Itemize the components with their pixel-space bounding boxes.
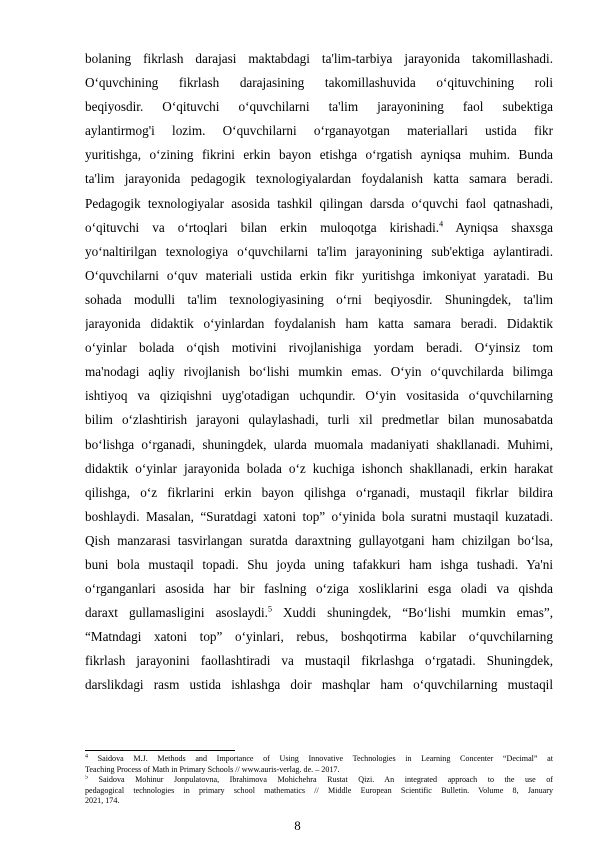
body-text	[85, 47, 553, 698]
body-line	[85, 240, 553, 264]
body-line-text-after: Ayniqsa shaxsga	[443, 219, 553, 235]
body-line-text: beqiyosdir. O‘qituvchi o‘quvchilarni ta'lim jarayonining faol subektiga	[85, 99, 553, 115]
body-line	[85, 577, 553, 601]
footnote-line	[85, 765, 553, 776]
body-line	[85, 481, 553, 505]
body-line	[85, 95, 553, 119]
body-line	[85, 457, 553, 481]
body-line-text: yo‘naltirilgan texnologiya o‘quvchilarni ta'lim jarayonining sub'ektiga aylantiradi.	[85, 243, 553, 259]
body-line	[85, 433, 553, 457]
body-line	[85, 336, 553, 360]
body-line	[85, 529, 553, 553]
body-line-text: boshlaydi. Masalan, “Suratdagi xatoni top” o‘yinida bola suratni mustaqil kuzatadi.	[85, 508, 553, 524]
body-line	[85, 553, 553, 577]
footnote-text: Teaching Process of Math in Primary Schools // www.auris-verlag. de. – 2017.	[85, 764, 340, 774]
body-line-text: bolaning fikrlash darajasi maktabdagi ta'lim-tarbiya jarayonida takomillashadi.	[85, 51, 553, 66]
body-line	[85, 264, 553, 288]
footnotes	[85, 754, 553, 807]
body-line	[85, 47, 553, 71]
body-line-text: sohada modulli ta'lim texnologiyasining o‘rni beqiyosdir. Shuningdek, ta'lim	[85, 291, 553, 307]
body-line-text: jarayonida didaktik o‘yinlardan foydalanish ham katta samara beradi. Didaktik	[85, 316, 553, 332]
body-line-text: qilishga, o‘z fikrlarini erkin bayon qilishga o‘rganadi, mustaqil fikrlar bildira	[85, 484, 553, 500]
body-line-text: Pedagogik texnologiyalar asosida tashkil qilingan darsda o‘quvchi faol qatnashadi,	[85, 195, 553, 211]
body-line	[85, 601, 553, 625]
body-line	[85, 625, 553, 649]
body-line	[85, 360, 553, 384]
footnote	[85, 775, 553, 807]
footnote-text: Saidova M.J. Methods and Importance of Using Innovative Technologies in Learning Concenter “Decimal” at	[97, 754, 553, 763]
footnote-reference: 4	[439, 219, 444, 229]
body-line-text: didaktik o‘yinlar jarayonida bolada o‘z kuchiga ishonch shakllanadi, erkin harakat	[85, 460, 553, 476]
page-number: 8	[294, 818, 301, 833]
body-line	[85, 119, 553, 143]
body-line-text: ma'nodagi aqliy rivojlanish bo‘lishi mumkin emas. O‘yin o‘quvchilarda bilimga	[85, 364, 553, 380]
body-line-text: O‘quvchining fikrlash darajasining takomillashuvida o‘qituvchining roli	[85, 75, 553, 91]
footnote-reference: 5	[267, 604, 272, 614]
footnote-number: 5	[85, 775, 88, 781]
body-line	[85, 384, 553, 408]
footnote-number: 4	[85, 754, 88, 760]
footnote-line	[85, 796, 553, 807]
body-line-text: daraxt gullamasligini asoslaydi.	[85, 605, 268, 621]
body-line	[85, 167, 553, 191]
footnote-text: pedagogical technologies in primary school mathematics // Middle European Scientific Bulletin. Volume 8, January	[85, 785, 553, 795]
body-line	[85, 143, 553, 167]
body-line	[85, 673, 553, 697]
body-line-text: aylantirmog'i lozim. O‘quvchilarni o‘rganayotgan materiallari ustida fikr	[85, 123, 553, 139]
body-line	[85, 408, 553, 432]
body-line	[85, 649, 553, 673]
body-line-text: buni bola mustaqil topadi. Shu joyda uning tafakkuri ham ishga tushadi. Ya'ni	[85, 556, 553, 572]
footnote-line	[85, 775, 553, 786]
body-line-text: Qish manzarasi tasvirlangan suratda daraxtning gullayotgani ham chizilgan bo‘lsa,	[85, 532, 553, 548]
body-line-text: ta'lim jarayonida pedagogik texnologiyalardan foydalanish katta samara beradi.	[85, 171, 553, 187]
body-line	[85, 71, 553, 95]
body-line	[85, 192, 553, 216]
body-line	[85, 505, 553, 529]
footnote-text: Saidova Mohinur Jonpulatovna, Ibrahimova Mohichehra Rustat Qizi. An integrated approach to the use of	[98, 775, 553, 785]
body-line-text: o‘qituvchi va o‘rtoqlari bilan erkin muloqotga kirishadi.	[85, 219, 440, 235]
footnote-line	[85, 786, 553, 797]
footnote-separator	[85, 750, 235, 751]
body-line-text: o‘rganganlari asosida har bir faslning o‘ziga xosliklarini esga oladi va qishda	[85, 581, 553, 597]
body-line-text: darslikdagi rasm ustida ishlashga doir mashqlar ham o‘quvchilarning mustaqil	[85, 677, 553, 693]
body-line-text: O‘quvchilarni o‘quv materiali ustida erkin fikr yuritishga imkoniyat yaratadi. Bu	[85, 267, 553, 283]
body-line-text-after: Xuddi shuningdek, “Bo‘lishi mumkin emas”,	[271, 605, 553, 621]
footnote-text: 2021, 174.	[85, 796, 120, 806]
body-line-text: “Matndagi xatoni top” o‘yinlari, rebus, boshqotirma kabilar o‘quvchilarning	[85, 629, 553, 645]
body-line-text: o‘yinlar bolada o‘qish motivini rivojlanishiga yordam beradi. O‘yinsiz tom	[85, 340, 553, 356]
body-line-text: yuritishga, o‘zining fikrini erkin bayon etishga o‘rgatish ayniqsa muhim. Bunda	[85, 147, 553, 163]
body-line-text: bo‘lishga o‘rganadi, shuningdek, ularda muomala madaniyati shakllanadi. Muhimi,	[85, 436, 553, 452]
body-line	[85, 312, 553, 336]
body-line-text: bilim o‘zlashtirish jarayoni qulaylashadi, turli xil predmetlar bilan munosabatda	[85, 412, 553, 428]
footnote-line	[85, 754, 553, 765]
body-line	[85, 288, 553, 312]
body-line	[85, 216, 553, 240]
body-line-text: ishtiyoq va qiziqishni uyg'otadigan uchqundir. O‘yin vositasida o‘quvchilarning	[85, 388, 553, 404]
footnote	[85, 754, 553, 775]
body-line-text: fikrlash jarayonini faollashtiradi va mustaqil fikrlashga o‘rgatadi. Shuningdek,	[85, 653, 553, 669]
